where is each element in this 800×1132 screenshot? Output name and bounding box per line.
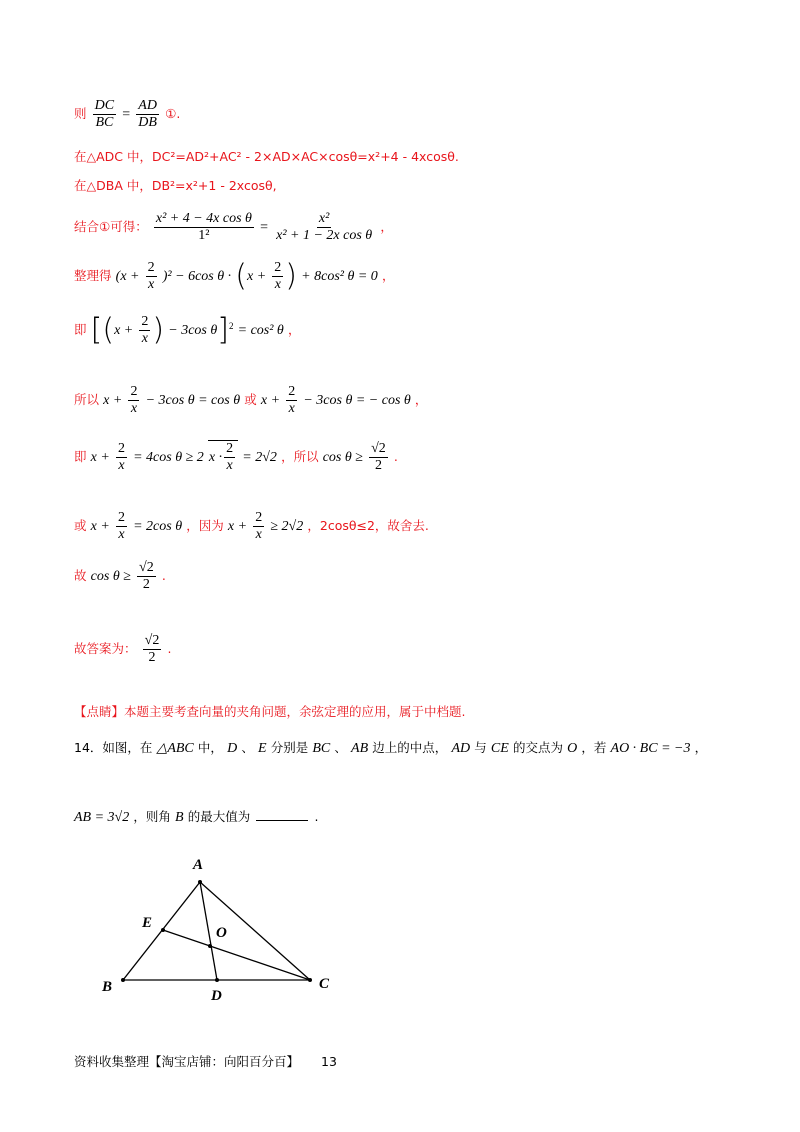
answer-blank[interactable] <box>256 808 308 821</box>
fraction-right: $\frac{\text{x²}}{\text{x² + 1 − 2x cos θ}}$ <box>276 211 373 244</box>
line-combine: 结合①可得： $\frac{\text{x² + 4 − 4x cos θ}}{\text{1²}}$ = $\frac{\text{x²}}{\text{x² + 1 − 2x cos θ}}$ ， <box>74 211 393 244</box>
footer <box>74 1052 337 1070</box>
line-rearrange: 整理得 (x + $\frac{2}{x}$ )² − 6cos θ · (x + $\frac{2}{x}$ ) + 8cos² θ = 0 ， <box>74 258 395 294</box>
median-ad <box>200 882 217 980</box>
point-c <box>308 978 312 982</box>
label-o: O <box>216 925 227 941</box>
label-c: C <box>319 976 330 992</box>
line-answer: 故答案为： $\frac{√2}{2}$ . <box>74 633 172 666</box>
median-ce <box>163 930 310 980</box>
label-e: E <box>142 915 153 931</box>
fraction-ad-db: $\frac{AD}{DB}$ <box>138 98 157 131</box>
line-cases: 所以 x + $\frac{2}{x}$ − 3cos θ = cos θ 或 x + $\frac{2}{x}$ − 3cos θ = − cos θ ， <box>74 384 428 417</box>
line-ratio: 则 $\frac{DC}{BC}$ = $\frac{AD}{DB}$ ①. <box>74 98 181 131</box>
page-number: 13 <box>321 1054 337 1069</box>
text-suffix: ①. <box>165 106 181 122</box>
line-square: 即 [(x + $\frac{2}{x}$ ) − 3cos θ]$^2$ = cos² θ ， <box>74 312 301 348</box>
point-d <box>215 978 219 982</box>
point-b <box>121 978 125 982</box>
point-e <box>161 928 165 932</box>
fraction-left: $\frac{\text{x² + 4 − 4x cos θ}}{\text{1²}}$ <box>155 211 252 244</box>
comment-note: 【点睛】本题主要考查向量的夹角问题，余弦定理的应用，属于中档题. <box>74 704 466 719</box>
text-prefix: 则 <box>74 106 87 122</box>
point-o <box>208 944 212 948</box>
triangle-figure <box>90 845 350 1005</box>
point-a <box>198 880 202 884</box>
line-dba: 在△DBA 中，DB²=x²+1 - 2xcosθ, <box>74 178 277 193</box>
line-conclusion: 故 cos θ ≥ $\frac{√2}{2}$ . <box>74 560 166 593</box>
line-adc: 在△ADC 中，DC²=AD²+AC² - 2×AD×AC×cosθ=x²+4 - 4xcosθ. <box>74 149 459 164</box>
fraction-dc-bc: $\frac{DC}{BC}$ <box>94 98 115 131</box>
problem-14-line1: 14．如图，在 △ABC 中， D 、 E 分别是 BC 、 AB 边上的中点， AD 与 CE 的交点为 O ，若 AO · BC = −3 ， <box>74 740 708 756</box>
footer-text: 资料收集整理【淘宝店铺：向阳百分百】 <box>74 1054 300 1069</box>
label-a: A <box>193 857 204 873</box>
problem-14-line2: AB = 3√2 ，则角 B 的最大值为 . <box>74 809 319 825</box>
line-case-one: 即 x + $\frac{2}{x}$ = 4cos θ ≥ 2 x · $\frac{2}{x}$ = 2√2 ，所以 cos θ ≥ $\frac{√2}{2}$ . <box>74 441 398 474</box>
label-b: B <box>102 979 113 995</box>
label-d: D <box>211 988 222 1004</box>
line-case-two: 或 x + $\frac{2}{x}$ = 2cos θ ，因为 x + $\frac{2}{x}$ ≥ 2√2 ，2cosθ≤2，故舍去. <box>74 510 429 543</box>
